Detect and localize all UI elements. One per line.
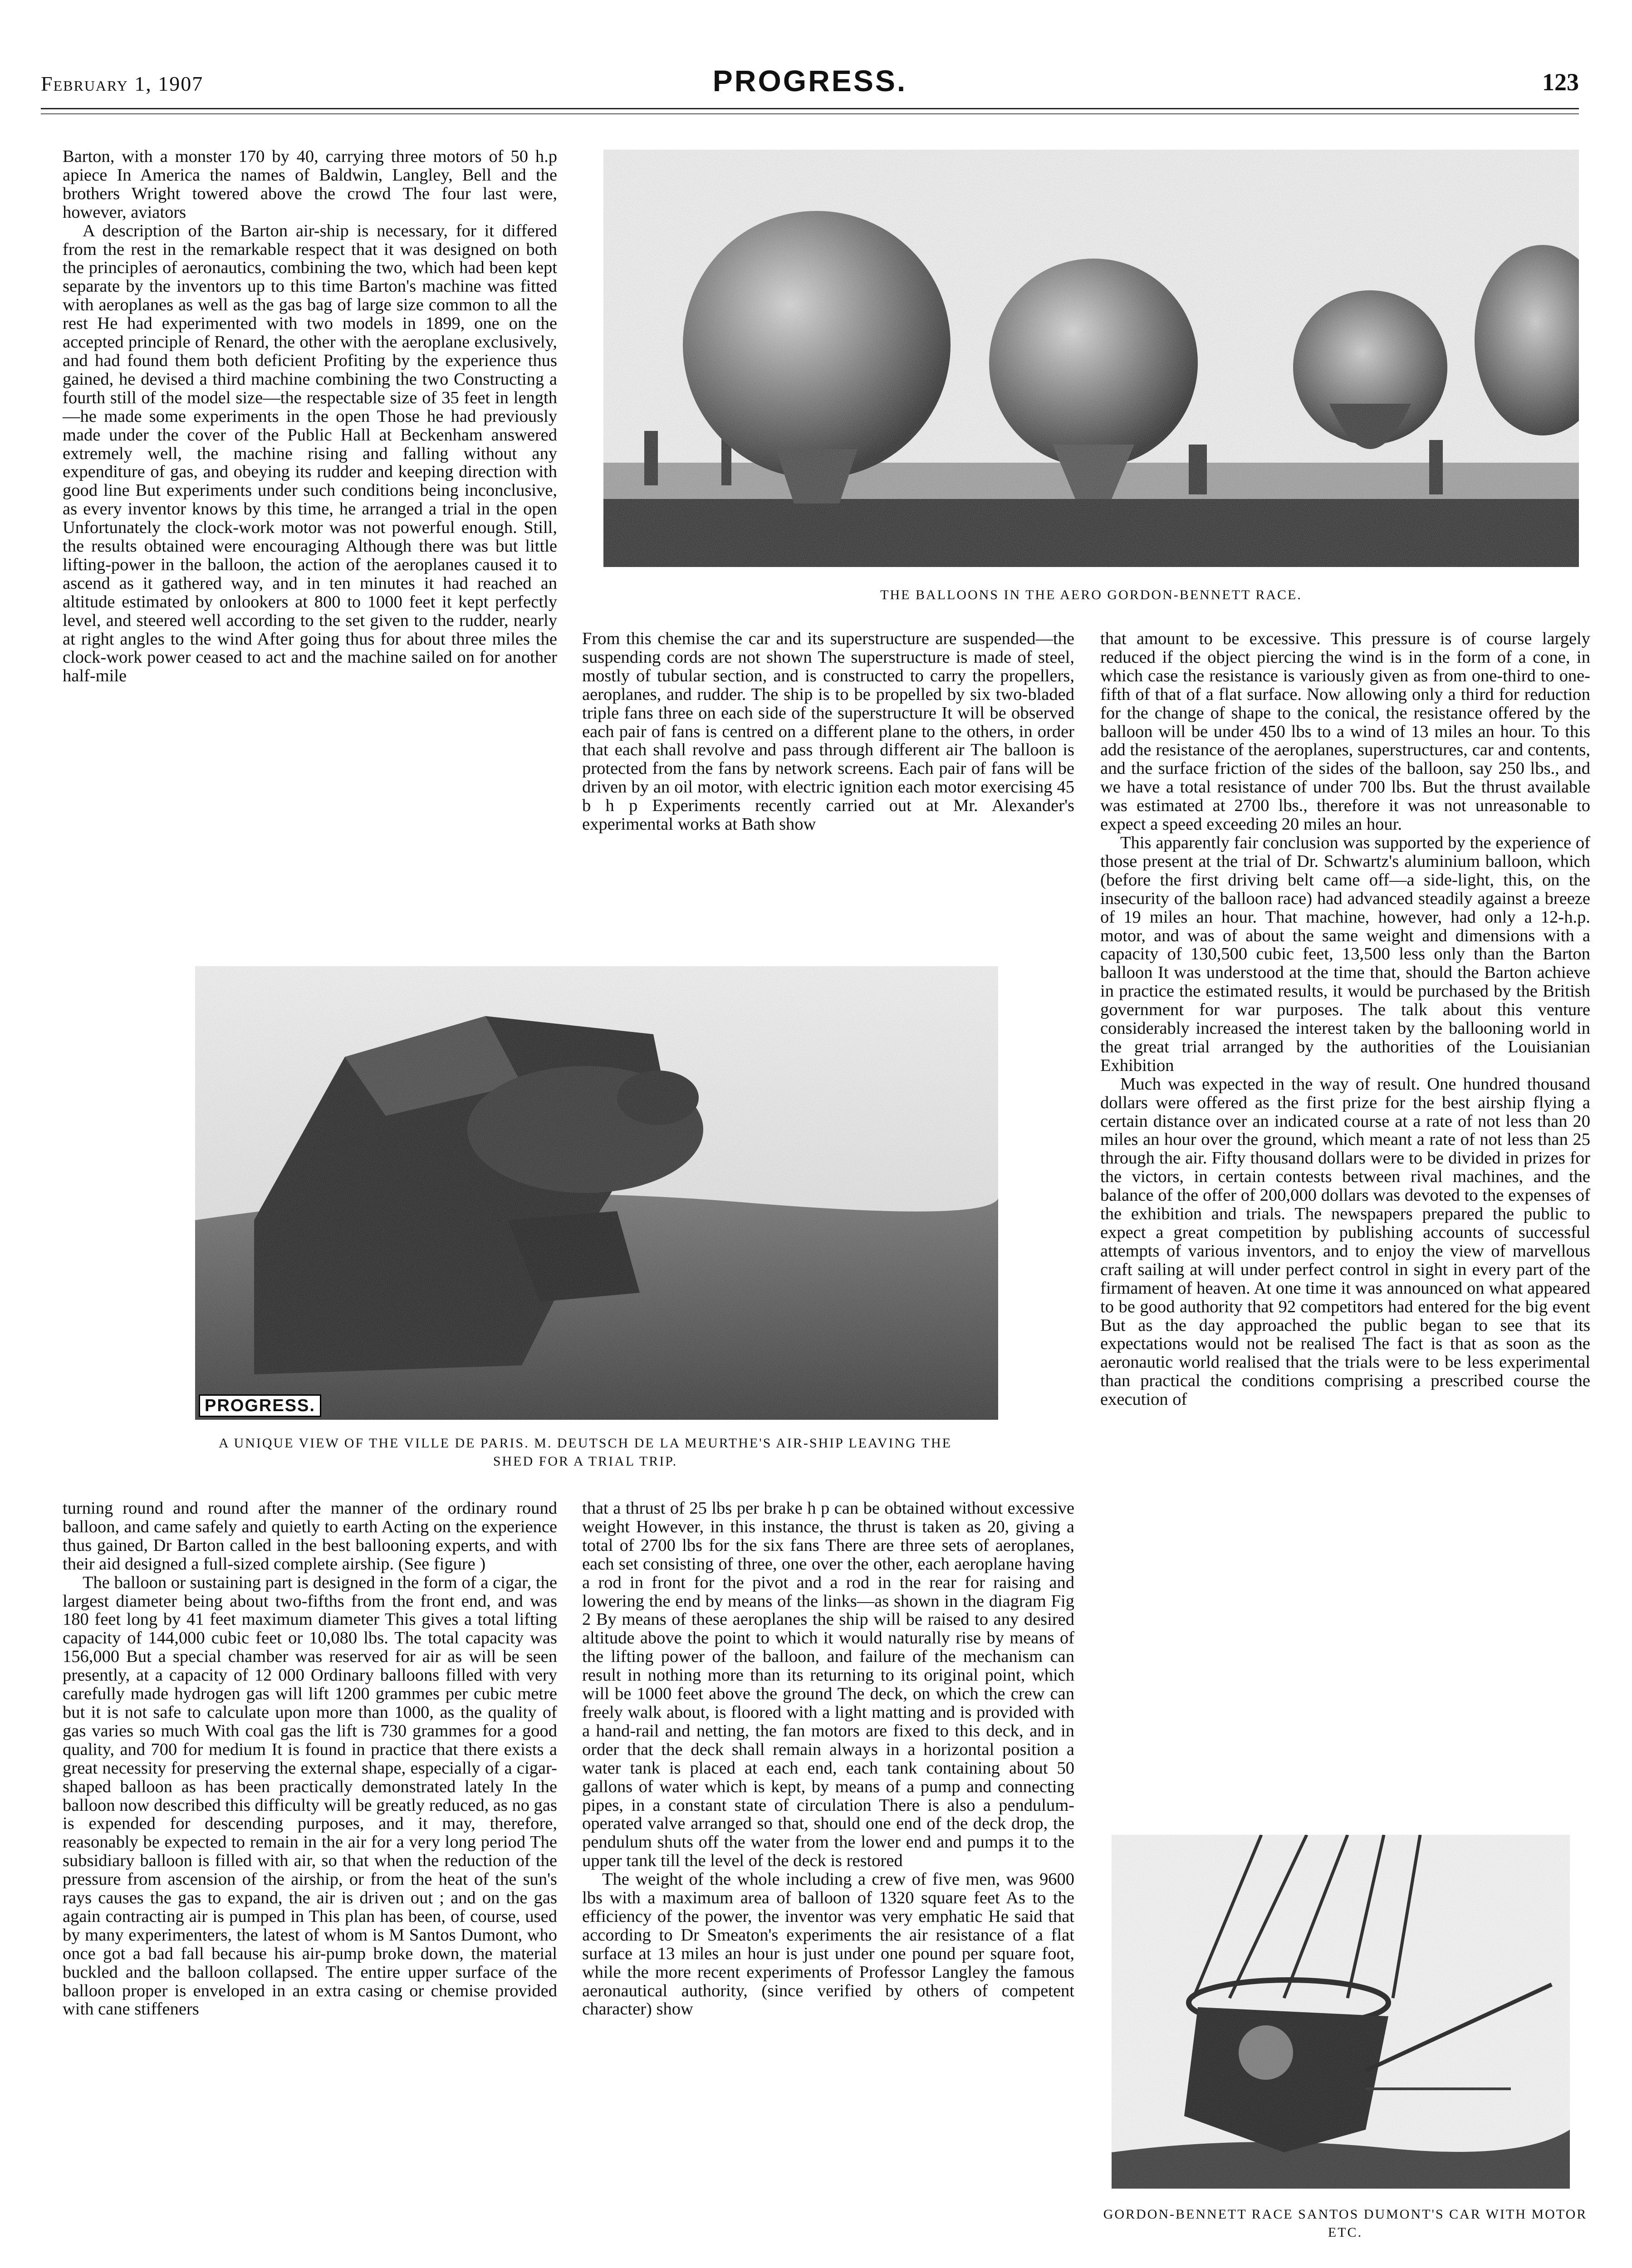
header-rule [41,108,1579,109]
column-3 [1100,630,1590,1409]
paragraph: The balloon or sustaining part is designed in the form of a cigar, the largest diameter being about two-fifths from the front end, and was 180 feet long by 41 feet maximum diameter This gives a total lifting capacity of 144,000 cubic feet or 10,080 lbs. The total capacity was 156,000 But a special chamber was reserved for air as will be seen presently, at a capacity of 12 000 Ordinary balloons filled with very carefully made hydrogen gas will lift 1200 grammes per cubic metre but it is not safe to calculate upon more than 1000, as the quality of gas varies so much With coal gas the lift is 730 grammes for a good quality, and 700 for medium It is found in practice that there exists a great necessity for preserving the external shape, especially of a cigar-shaped balloon as has been practically demonstrated lately In the balloon now described this difficulty will be greatly reduced, as no gas is expended for descending purposes, and it may, therefore, reasonably be expected to remain in the air for a very long period The subsidiary balloon is filled with air, so that when the reduction of the pressure from ascension of the airship, or from the heat of the sun's rays causes the gas to expand, the air is driven out ; and on the gas again contracting air is pumped in This plan has been, of course, used by many experimenters, the latest of whom is M Santos Dumont, who once got a bad fall because his air-pump broke down, the material buckled and the balloon collapsed. The entire upper surface of the balloon proper is enveloped in an extra casing or chemise provided with cane stiffeners [63,1573,557,2019]
paragraph: From this chemise the car and its superstructure are suspended—the suspending cords are not shown The superstructure is made of steel, mostly of tubular section, and is constructed to carry the propellers, aeroplanes, and rudder. The ship is to be propelled by six two-bladed triple fans three on each side of the superstructure It will be observed each pair of fans is centred on a different plane to the others, in order that each shall revolve and pass through different air The balloon is protected from the fans by network screens. Each pair of fans will be driven by an oil motor, with electric ignition each motor exercising 45 b h p Experiments recently carried out at Mr. Alexander's experimental works at Bath show [582,629,1074,834]
santos-dumont-car-photo [1112,1835,1570,2189]
paragraph: The weight of the whole including a crew of five men, was 9600 lbs with a maximum area of balloon of 1320 square feet As to the efficiency of the power, the inventor was very emphatic He said that according to Dr Smeaton's experiments the air resistance of a flat surface at 13 miles an hour is just under one pound per square foot, while the more recent experiments of Professor Langley the famous aeronautical authority, (since verified by others of competent character) show [582,1870,1074,2019]
page-number: 123 [1542,68,1579,96]
balloons-caption: THE BALLOONS IN THE AERO GORDON-BENNETT RACE. [880,587,1302,602]
balloons-photo [603,150,1579,567]
paragraph: A description of the Barton air-ship is necessary, for it differed from the rest in the remarkable respect that it was designed on both the principles of aeronautics, combining the two, which had been kept separate by the inventors up to this time Barton's machine was fitted with aeroplanes as well as the gas bag of large size common to all the rest He had experimented with two models in 1899, one on the accepted principle of Renard, the other with the aeroplane exclusively, and had found them both deficient Profiting by the experience thus gained, he devised a third machine combining the two Constructing a fourth still of the model size—the respectable size of 35 feet in length—he made some experiments in the open Those he had previously made under the cover of the Public Hall at Beckenham answered extremely well, the machine rising and falling without any expenditure of gas, and obeying its rudder and keeping direction with good line But experiments under such conditions being inconclusive, as every inventor knows by this time, he arranged a trial in the open Unfortunately the clock-work motor was not powerful enough. Still, the results obtained were encouraging Although there was but little lifting-power in the balloon, the action of the aeroplanes caused it to ascend as it gathered way, and in ten minutes it had reached an altitude estimated by onlookers at 800 to 1000 feet it kept perfectly level, and steered well according to the set given to the rudder, nearly at right angles to the wind After going thus for about three miles the clock-work power ceased to act and the machine sailed on for another half-mile [63,221,557,686]
ville-de-paris-caption: A UNIQUE VIEW OF THE VILLE DE PARIS. M. DEUTSCH DE LA MEURTHE'S AIR-SHIP LEAVING THE SHED FOR A TRIAL TRIP. [219,1436,952,1469]
column-2-top [582,630,1074,834]
santos-dumont-caption: GORDON-BENNETT RACE SANTOS DUMONT'S CAR WITH MOTOR ETC. [1103,2207,1588,2240]
paragraph: Much was expected in the way of result. One hundred thousand dollars were offered as the first prize for the best airship flying a certain distance over an indicated course at a rate of not less than 20 miles an hour over the ground, which meant a rate of not less than 25 through the air. Fifty thousand dollars were to be divided in prizes for the victors, in certain contests between rival machines, and the balance of the offer of 200,000 dollars was devoted to the expenses of the exhibition and trials. The newspapers prepared the public to expect a great competition by publishing accounts of successful attempts of various inventors, and to enjoy the view of marvellous craft sailing at will under perfect control in sight in every part of the firmament of heaven. At one time it was announced on what appeared to be good authority that 92 competitors had entered for the big event But as the day approached the public began to see that its expectations would not be realised The fact is that as soon as the aeronautic world realised that the trials were to be less experimental than practical the conditions comprising a prescribed course the execution of [1100,1074,1590,1409]
header-title: PROGRESS. [712,64,907,98]
paragraph: This apparently fair conclusion was supported by the experience of those present at the trial of Dr. Schwartz's aluminium balloon, which (before the first driving belt came off—a side-light, this, on the insecurity of the balloon race) had advanced steadily against a breeze of 19 miles an hour. That machine, however, had only a 12-h.p. motor, and was of about the same weight and dimensions with a capacity of 130,500 cubic feet, 13,500 less only than the Barton balloon It was understood at the time that, should the Barton achieve in practice the estimated results, it would be purchased by the British government for war purposes. The talk about this venture considerably increased the interest taken by the ballooning world in the great trial arranged by the authorities of the Louisianian Exhibition [1100,833,1590,1075]
paragraph: turning round and round after the manner of the ordinary round balloon, and came safely and quietly to earth Acting on the experience thus gained, Dr Barton called in the best ballooning experts, and with their aid designed a full-sized complete airship. (See figure ) [63,1499,557,1574]
progress-stamp: PROGRESS. [199,1394,321,1417]
header-rule-lower [41,113,1579,114]
paragraph: Barton, with a monster 170 by 40, carrying three motors of 50 h.p apiece In America the names of Baldwin, Langley, Bell and the brothers Wright towered above the crowd The four last were, however, aviators [63,147,557,222]
paragraph: that a thrust of 25 lbs per brake h p can be obtained without excessive weight However, in this instance, the thrust is taken as 20, giving a total of 2700 lbs for the six fans There are three sets of aeroplanes, each set consisting of three, one over the other, each aeroplane having a rod in front for the pivot and a rod in the rear for raising and lowering the end by means of the links—as shown in the diagram Fig 2 By means of these aeroplanes the ship will be raised to any desired altitude above the point to which it would naturally rise by means of the lifting power of the balloon, and failure of the mechanism can result in nothing more than its returning to its original point, which will be 1000 feet above the ground The deck, on which the crew can freely walk about, is floored with a light matting and is provided with a hand-rail and netting, the fan motors are fixed to this deck, and in order that the deck shall remain always in a horizontal position a water tank is placed at each end, each tank containing about 50 gallons of water which is kept, by means of a pump and connecting pipes, in a constant state of circulation There is also a pendulum-operated valve arranged so that, should one end of the deck drop, the pendulum shuts off the water from the lower end and pumps it to the upper tank till the level of the deck is restored [582,1499,1074,1871]
ville-de-paris-photo [195,966,998,1420]
header-date: February 1, 1907 [41,72,204,95]
page-header [41,64,1579,104]
column-1-bottom [63,1499,557,2019]
column-1-top [63,147,557,685]
column-2-bottom [582,1499,1074,2019]
paragraph: that amount to be excessive. This pressure is of course largely reduced if the object piercing the wind is in the form of a cone, in which case the resistance is variously given as from one-third to one-fifth of that of a flat surface. Now allowing only a third for reduction for the change of shape to the conical, the resistance offered by the balloon will be under 450 lbs to a wind of 13 miles an hour. To this add the resistance of the aeroplanes, superstructures, car and contents, and the surface friction of the sides of the balloon, say 250 lbs., and we have a total resistance of under 700 lbs. But the thrust available was estimated at 2700 lbs., therefore it was not unreasonable to expect a speed exceeding 20 miles an hour. [1100,629,1590,834]
